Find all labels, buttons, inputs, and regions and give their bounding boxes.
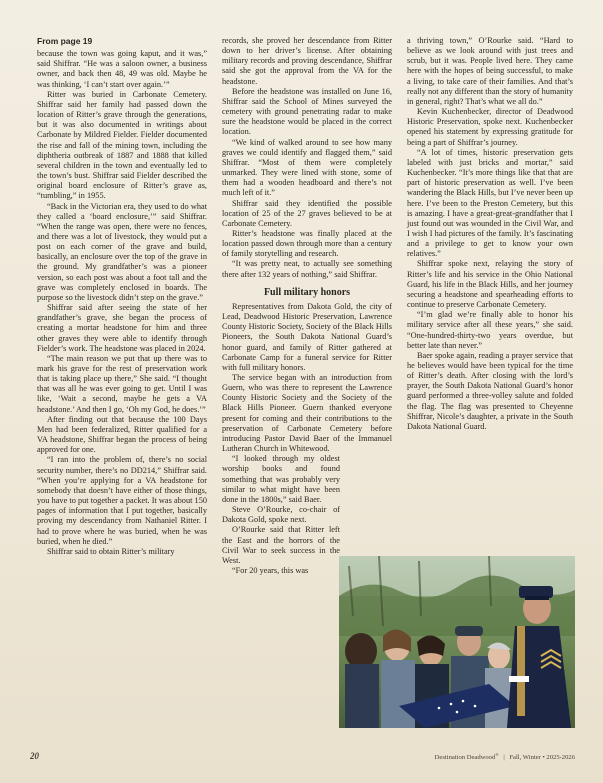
paragraph: records, she proved her descendance from Ritter down to her driver’s license. After obtaining military records and proving descendance, Shiffrar said she got the approval from the VA for the headstone. [222,36,392,86]
paragraph: “It was pretty neat, to actually see something there after 132 years of nothing,” said Shiffrar. [222,259,392,279]
paragraph: “For 20 years, this was [232,565,309,575]
footer-publication-info [435,752,575,761]
publication-name: Destination Deadwood [434,754,496,762]
section-subheading: Full military honors [263,286,351,298]
paragraph: After finding out that because the 100 Days Men had been federalized, Ritter qualified for a VA headstone, Shiffrar began the process of being approved for one. [37,414,207,455]
paragraph: “A lot of times, historic preservation gets labeled with just bricks and mortar,” said Kuchenbecker. “It’s more things like that that are part of historic preservation as well. I’ve been wandering the Black Hills, but I’ve never been up here. I’ve been to the Preston Cemetery, but this is amazing. I have a great-great-grandfather that I just found out was wounded in the Civil War, and I wish I had pictures of the family. It’s fascinating and a privilege to get to know your own relatives.” [407,147,573,259]
paragraph: Shiffrar said after seeing the state of her grandfather’s grave, she began the process of creating a mortar headstone for him and three other graves they were able to identify through Fielder’s work. The headstone was placed in 2024. [37,303,207,353]
paragraph: a thriving town,” O’Rourke said. “Hard to believe as we look around with just trees and scrub, but it was. People lived here. They came here with the hopes of being successful, to make a living, to take care of their families. And that’s really not any different than the story of humanity in general, right? That’s what we all do.” [407,36,573,106]
paragraph: Kevin Kuchenbecker, director of Deadwood Historic Preservation, spoke next. Kuchenbecker opened his statement by expressing gratitude for being a part of Shiffrar’s journey. [407,107,573,147]
trademark-mark: ® [495,752,499,757]
paragraph: Shiffrar said to obtain Ritter’s military [47,546,175,556]
paragraph: Shiffrar said they identified the possible location of 25 of the 27 graves believed to be at Carbonate Cemetery. [222,198,392,228]
paragraph: Steve O’Rourke, co-chair of Dakota Gold, spoke next. [222,505,340,525]
paragraph: The service began with an introduction from Guern, who was there to represent the Lawrence County Historic Society and the Society of the Black Hills Pioneer. Guern thanked everyone present for coming and their contributions to the preservation of Carbonate Cemetery before introducing Pastor David Baer of the Immanuel Lutheran Church in Whitewood. [222,373,392,454]
paragraph: “We kind of walked around to see how many graves we could identify and flagged them,” said Shiffrar. “Most of them were completely unmarked. They were lined with stone, some of them had a wooden headboard and there’s not much left of it.” [222,137,392,198]
honor-guard-flag-photo [339,556,575,728]
paragraph: because the town was going kaput, and it was,” said Shiffrar. “He was a saloon owner, a business owner, and back then 48, 49 was old. Maybe he was thinking, ‘I can’t start over again.’” [37,49,207,89]
page-footer [30,751,575,763]
footer-separator: | [503,754,505,762]
article-column-2 [222,36,392,576]
paragraph: Ritter was buried in Carbonate Cemetery. Shiffrar said her family had passed down the location of Ritter’s grave through the generations, but it was also documented in writings about Carbonate by Mildred Fielder. Fielder documented the rise and fall of the mining town, including the diphtheria outbreak of 1887 and 1888 that killed several children in the town and eventually led to the town’s bust. Shiffrar said Fielder described the original board enclosure of Ritter’s grave as, “tumbling,” in 1955. [37,89,207,201]
paragraph: “I’m glad we’re finally able to honor his military service after all these years,” she said. “One-hundred-thirty-two years overdue, but better late than never.” [407,310,573,350]
paragraph: “The main reason we put that up there was to mark his grave for the rest of preservation work that is taking place up there,” She said. “I thought that was all he was ever going to get. Until I was like, ‘Wait a second, maybe he gets a VA headstone.’ And then I go, ‘Oh my God, he does.’” [37,353,207,414]
paragraph: Ritter’s headstone was finally placed at the location passed down through more than a century of family storytelling and research. [222,228,392,259]
paragraph: Representatives from Dakota Gold, the city of Lead, Deadwood Historic Preservation, Lawrence County Historic Society, Society of the Black Hills Pioneers, the South Dakota National Guard’s honor guard, and family of Ritter gathered at Carbonate Camp for a funeral service for Ritter with full military honors. [222,301,392,372]
paragraph: “Back in the Victorian era, they used to do what they called a ‘board enclosure,’” said Shiffrar. “When the range was open, there were no fences, and there was a lot of livestock, they would put a post on each corner of the grave and build, basically, an enclosure over the top of the grave in the ground. My grandfather’s was a pioneer version, so each post was about a foot tall and the grave was completely enclosed in boards. The purpose so the livestock didn’t step on the grave.” [37,201,207,302]
photo-illustration [339,556,575,728]
continued-from-label: From page 19 [37,36,93,46]
article-column-3 [407,36,573,432]
article-column-1 [37,36,207,557]
paragraph: Baer spoke again, reading a prayer service that he believes would have been typical for the time of Ritter’s death. After closing with the lord’s prayer, the South Dakota National Guard’s honor guard performed a three-volley salute and folded the flag. The flag was presented to Cheyenne Shiffrar, Nicole’s daughter, a private in the South Dakota National Guard. [407,350,573,431]
page-number: 20 [30,751,39,761]
paragraph: “I looked through my oldest worship books and found something that was probably very similar to what might have been done in the 1800s,” said Baer. [222,454,340,504]
paragraph: “I ran into the problem of, there’s no social security number, there’s no DD214,” Shiffrar said. “When you’re applying for a VA headstone for somebody that doesn’t have either of those things, you have to put together a packet. It was about 150 pages of information that I put together, basically proving my descendancy from Nathaniel Ritter. I had to prove where he was buried, when he was buried, when he died.” [37,455,207,546]
issue-label: Fall, Winter • 2025-2026 [509,754,575,762]
paragraph: Before the headstone was installed on June 16, Shiffrar said the School of Mines surveyed the cemetery with ground penetrating radar to make sure the headstone would be placed in the correct location. [222,86,392,137]
paragraph: Shiffrar spoke next, relaying the story of Ritter’s life and his service in the Ohio National Guard, his life in the Black Hills, and her journey securing a headstone and spearheading efforts to continue to preserve Carbonate Cemetery. [407,259,573,310]
paragraph: O’Rourke said that Ritter left the East and the horrors of the Civil War to seek success in the West. [222,525,340,565]
